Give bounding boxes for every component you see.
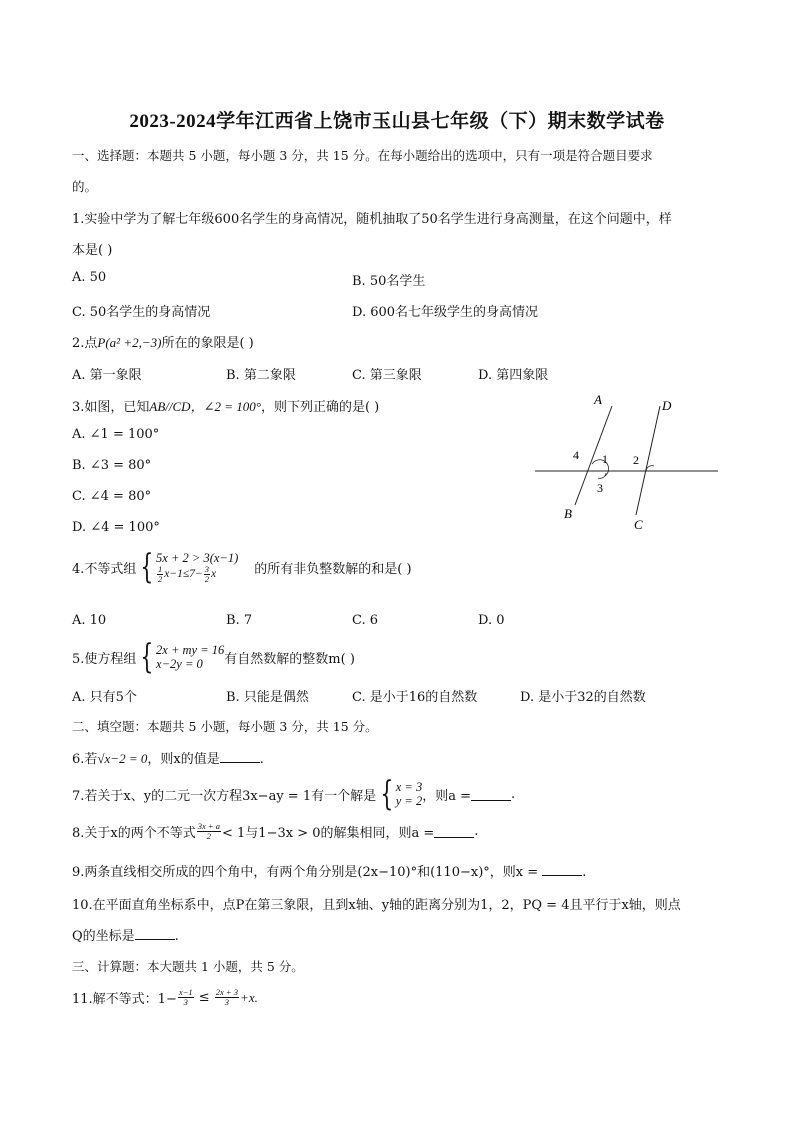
q5-eq1: 2x + my = 16 (156, 643, 225, 657)
q11-fraction-2: $\frac{2x + 3}{3}$ (215, 987, 239, 1007)
q5-option-a[interactable]: A. 只有5个 (72, 690, 137, 705)
q5-equation-system (136, 637, 225, 677)
label-b: B (564, 506, 572, 521)
q1-option-c[interactable]: C. 50名学生的身高情况 (72, 305, 211, 320)
section-1-heading-line1: 一、选择题：本题共 5 小题，每小题 3 分，共 15 分。在每小题给出的选项中，只有一项是符合题目要求 (72, 148, 653, 163)
q5-post: 有自然数解的整数m( ) (224, 651, 355, 667)
line-cd (636, 406, 660, 515)
q5-option-c[interactable]: C. 是小于16的自然数 (352, 690, 478, 705)
q4-ineq2: $\frac{1}{2}$ x−1≤7− $\frac{3}{2}$ x (158, 563, 217, 584)
q1-option-d[interactable]: D. 600名七年级学生的身高情况 (352, 305, 539, 320)
q4-option-d[interactable]: D. 0 (478, 613, 505, 628)
angle-label-2: 2 (633, 453, 639, 467)
angle-label-1: 1 (602, 452, 608, 466)
q3-pre: 3.如图，已知 (72, 400, 150, 415)
q4-brace: { (140, 547, 154, 587)
q8-fraction: $\frac{3x + a}{2}$ (197, 821, 221, 841)
q2-option-c[interactable]: C. 第三象限 (352, 368, 422, 383)
label-d: D (662, 398, 672, 413)
q4-ineq1: 5x + 2 > 3(x−1) (156, 550, 239, 565)
q6-stem: 6.若√x−2 = 0，则x的值是 . (72, 751, 264, 767)
q8-stem: 8.关于x的两个不等式 $\frac{3x + a}{2}$ < 1与1−3x > 0的解集相同，则a = . (72, 821, 479, 841)
q10-stem-line2: Q的坐标是 . (72, 929, 179, 944)
angle-arc-3 (598, 473, 606, 478)
q5-pre: 5.使方程组 (72, 651, 137, 667)
q3-option-c[interactable]: C. ∠4 = 80° (72, 489, 152, 504)
q1-stem-line1: 1.实验中学为了解七年级600名学生的身高情况，随机抽取了50名学生进行身高测量，在这个问题中，样 (72, 212, 672, 227)
q5-option-b[interactable]: B. 只能是偶然 (226, 690, 309, 705)
q2-option-b[interactable]: B. 第二象限 (226, 368, 296, 383)
q1-option-b[interactable]: B. 50名学生 (352, 274, 426, 289)
q4-pre: 4.不等式组 (72, 561, 137, 577)
q3-option-d[interactable]: D. ∠4 = 100° (72, 520, 160, 535)
q6-answer-blank[interactable] (220, 750, 260, 763)
q3-parallel-lines-figure (530, 392, 725, 532)
q1-option-a[interactable]: A. 50 (72, 270, 107, 285)
q9-stem: 9.两条直线相交所成的四个角中，有两个角分别是(2x−10)°和(110−x)°，则x = . (72, 865, 587, 880)
q3-option-a[interactable]: A. ∠1 = 100° (72, 427, 160, 442)
section-2-heading: 二、填空题：本题共 5 小题，每小题 3 分，共 15 分。 (72, 719, 378, 734)
q2-pre: 2.点 (72, 336, 98, 351)
section-1-heading-line2: 的。 (72, 179, 98, 194)
q1-stem-line2: 本是( ) (72, 243, 113, 258)
q4-option-a[interactable]: A. 10 (72, 613, 107, 628)
q3-option-b[interactable]: B. ∠3 = 80° (72, 458, 152, 473)
q3-post: ，则下列正确的是( ) (260, 400, 380, 415)
q8-answer-blank[interactable] (434, 825, 474, 838)
q5-option-d[interactable]: D. 是小于32的自然数 (520, 690, 646, 705)
q2-option-d[interactable]: D. 第四象限 (478, 368, 549, 383)
q5-eq2: x−2y = 0 (156, 657, 203, 671)
q7-stem: 7.若关于x、y的二元一次方程3x−ay = 1有一个解是 { x = 3 y = 2 ，则a = . (72, 774, 516, 814)
q4-stem (72, 547, 412, 587)
label-a: A (594, 392, 602, 407)
q11-stem: 11.解不等式：1− $\frac{x-1}{3}$ ≤ $\frac{2x + 3}{3}$ +x. (72, 987, 258, 1007)
q2-point: P(a² +2,−3) (97, 335, 162, 350)
section-3-heading: 三、计算题：本大题共 1 小题，共 5 分。 (72, 959, 304, 974)
q6-expression: √x−2 = 0 (97, 751, 148, 766)
angle-label-4: 4 (573, 448, 579, 462)
label-c: C (634, 517, 643, 532)
q2-option-a[interactable]: A. 第一象限 (72, 368, 142, 383)
q3-stem (72, 396, 379, 415)
q4-inequality-system (136, 547, 239, 587)
q11-fraction-1: $\frac{x-1}{3}$ (178, 987, 193, 1007)
q9-answer-blank[interactable] (542, 863, 582, 876)
q4-option-c[interactable]: C. 6 (352, 613, 379, 628)
q10-answer-blank[interactable] (135, 927, 175, 940)
q5-brace: { (140, 637, 154, 677)
q4-post: 的所有非负整数解的和是( ) (254, 561, 412, 577)
q10-stem-line1: 10.在平面直角坐标系中，点P在第三象限，且到x轴、y轴的距离分别为1，2，PQ = 4且平行于x轴，则点 (72, 898, 681, 913)
q2-stem (72, 332, 254, 351)
q7-answer-blank[interactable] (471, 788, 511, 801)
q5-stem (72, 637, 355, 677)
q4-option-b[interactable]: B. 7 (226, 613, 253, 628)
q3-condition: AB//CD，∠2 = 100° (149, 399, 261, 414)
page-title: 2023-2024学年江西省上饶市玉山县七年级（下）期末数学试卷 (129, 111, 665, 132)
q7-solution-system: { x = 3 y = 2 (380, 774, 423, 814)
angle-label-3: 3 (597, 481, 603, 495)
q2-post: 所在的象限是( ) (161, 336, 254, 351)
